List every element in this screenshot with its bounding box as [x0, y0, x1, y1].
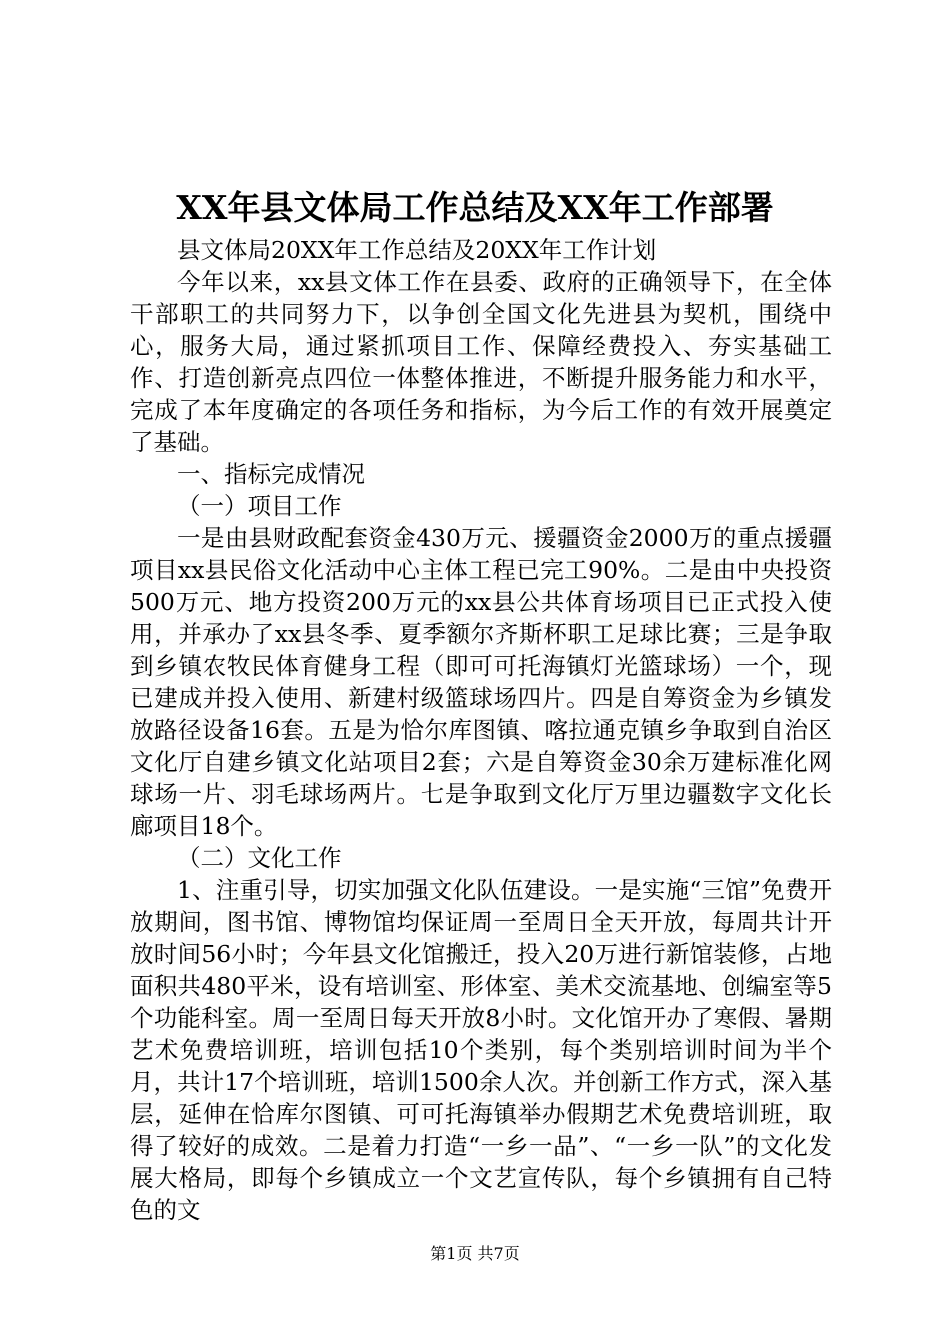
document-title: XX年县文体局工作总结及XX年工作部署 — [176, 188, 774, 227]
section-heading: 一、指标完成情况 — [177, 460, 365, 488]
page-footer: 第1页 共7页 — [430, 1244, 520, 1263]
projects-paragraph: 一是由县财政配套资金430万元、援疆资金2000万的重点援疆项目xx县民俗文化活动中心主体工程已完工90%。二是由中央投资500万元、地方投资200万元的xx县公共体育场项目已正式投入使用，并承办了xx县冬季、夏季额尔齐斯杯职工足球比赛；三是争取到乡镇农牧民体育健身工程（即可可托海镇灯光篮球场）一个，现已建成并投入使用、新建村级篮球场四片。四是自筹资金为乡镇发放路径设备16套。五是为恰尔库图镇、喀拉通克镇乡争取到自治区文化厅自建乡镇文化站项目2套；六是自筹资金30余万建标准化网球场一片、羽毛球场两片。七是争取到文化厅万里边疆数字文化长廊项目18个。 — [130, 524, 832, 840]
culture-paragraph: 1、注重引导，切实加强文化队伍建设。一是实施“三馆”免费开放期间，图书馆、博物馆均保证周一至周日全天开放，每周共计开放时间56小时；今年县文化馆搬迁，投入20万进行新馆装修，占地面积共480平米，设有培训室、形体室、美术交流基地、创编室等5个功能科室。周一至周日每天开放8小时。文化馆开办了寒假、暑期艺术免费培训班，培训包括10个类别，每个类别培训时间为半个月，共计17个培训班，培训1500余人次。并创新工作方式，深入基层，延伸在恰库尔图镇、可可托海镇举办假期艺术免费培训班，取得了较好的成效。二是着力打造“一乡一品”、“一乡一队”的文化发展大格局，即每个乡镇成立一个文艺宣传队，每个乡镇拥有自己特色的文 — [130, 876, 832, 1224]
subsection-heading-projects: （一）项目工作 — [177, 492, 342, 520]
document-body — [130, 234, 832, 1226]
subtitle-paragraph: 县文体局20XX年工作总结及20XX年工作计划 — [177, 236, 657, 264]
subsection-heading-culture: （二）文化工作 — [177, 844, 342, 872]
intro-paragraph: 今年以来，xx县文体工作在县委、政府的正确领导下，在全体干部职工的共同努力下，以争创全国文化先进县为契机，围绕中心，服务大局，通过紧抓项目工作、保障经费投入、夯实基础工作、打造创新亮点四位一体整体推进，不断提升服务能力和水平，完成了本年度确定的各项任务和指标，为今后工作的有效开展奠定了基础。 — [130, 268, 832, 456]
